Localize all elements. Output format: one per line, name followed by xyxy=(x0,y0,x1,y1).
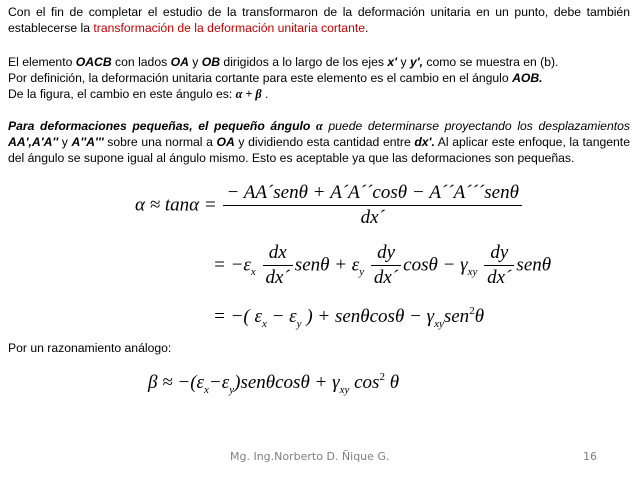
text: Por un razonamiento análogo: xyxy=(8,341,172,355)
text: Por definición, la deformación unitaria cortante para este elemento es el cambio en el ángulo xyxy=(8,71,513,85)
axis-x: x' xyxy=(387,55,398,69)
eq-term: θ xyxy=(474,306,485,327)
equation-beta xyxy=(148,372,399,394)
equation-expanded xyxy=(213,241,551,290)
eq-fraction xyxy=(484,241,514,290)
text: como se muestra en (b). xyxy=(423,55,559,69)
eq-fraction xyxy=(263,241,293,290)
eq-numerator: dy xyxy=(371,241,401,266)
eq-denominator: dx´ xyxy=(373,267,399,288)
eq-subscript: y xyxy=(229,384,235,396)
eq-subscript: xy xyxy=(339,384,350,396)
eq-superscript: 2 xyxy=(379,371,385,383)
highlighted-term: transformación de la deformación unitaria cortante xyxy=(93,21,366,35)
side-oa: OA xyxy=(170,55,189,69)
eq-fraction xyxy=(223,181,521,230)
side-oa: OA xyxy=(216,135,235,149)
alpha-plus-beta: α + β xyxy=(235,87,262,101)
eq-lhs: α ≈ tanα = xyxy=(135,194,217,216)
equation-alpha xyxy=(135,181,524,230)
eq-term: = −( ε xyxy=(213,306,262,327)
eq-subscript: xy xyxy=(467,265,478,278)
eq-subscript: y xyxy=(296,318,302,330)
eq-fraction xyxy=(371,241,401,290)
axis-y: y', xyxy=(409,55,423,69)
eq-numerator: dy xyxy=(484,241,514,266)
eq-term: cos xyxy=(349,372,380,393)
eq-numerator: dx xyxy=(263,241,293,266)
eq-denominator: dx´ xyxy=(360,207,385,228)
side-ob: OB xyxy=(201,55,221,69)
intro-text: Con el fin de completar el estudio de la transformaron de la deformación unitaria en un punto, debe también establecerse la xyxy=(8,5,630,35)
eq-subscript: x xyxy=(261,318,267,330)
angle-aob: AOB. xyxy=(512,71,543,85)
footer-author: Mg. Ing.Norberto D. Ñique G. xyxy=(230,450,390,463)
text: sobre una normal a xyxy=(103,135,217,149)
text: puede determinarse proyectando los desplazamientos xyxy=(322,119,630,133)
intro-paragraph xyxy=(8,4,630,36)
text: De la figura, el cambio en este ángulo es: xyxy=(8,87,236,101)
text: El elemento xyxy=(8,55,76,69)
eq-term: −ε xyxy=(208,372,230,393)
text: Para deformaciones pequeñas, el pequeño ángulo xyxy=(8,119,316,133)
eq-subscript: x xyxy=(204,384,209,396)
alpha-symbol: α xyxy=(316,119,323,133)
displacements: AA',A'A'' xyxy=(8,135,59,149)
eq-subscript: xy xyxy=(434,318,444,330)
text: y xyxy=(188,55,202,69)
text: y xyxy=(58,135,72,149)
eq-subscript: x xyxy=(250,265,256,278)
text: y dividiendo esta cantidad entre xyxy=(234,135,415,149)
element-line-1 xyxy=(8,54,630,70)
eq-term: − ε xyxy=(266,306,297,327)
eq-denominator: dx´ xyxy=(487,267,512,288)
text: Al aplicar este enfoque, la tangente del ángulo se supone igual al ángulo mismo. Esto es aceptable ya que las deformaciones son pequeñas. xyxy=(8,135,630,165)
eq-superscript: 2 xyxy=(469,305,475,317)
analogous-label xyxy=(8,340,630,356)
eq-term: cosθ − γ xyxy=(403,254,468,276)
eq-denominator: dx´ xyxy=(265,267,290,288)
eq-numerator: − AA´senθ + A´A´´cosθ − A´´A´´´senθ xyxy=(223,181,521,206)
element-line-2 xyxy=(8,70,630,86)
element-name: OACB xyxy=(75,55,112,69)
eq-term: β ≈ −(ε xyxy=(148,372,205,393)
equation-simplified xyxy=(213,306,484,328)
displacement: A''A''' xyxy=(71,135,104,149)
eq-term: θ xyxy=(384,372,400,393)
eq-term: ) + senθcosθ − γ xyxy=(301,306,435,327)
page-number: 16 xyxy=(583,450,597,463)
eq-term: )senθcosθ + γ xyxy=(234,372,340,393)
eq-term: senθ + ε xyxy=(294,254,360,276)
eq-subscript: y xyxy=(359,265,365,278)
dx-prime: dx'. xyxy=(414,135,435,149)
eq-term: senθ xyxy=(516,254,552,276)
element-line-3 xyxy=(8,86,630,102)
intro-period: . xyxy=(365,21,369,35)
text: dirigidos a lo largo de los ejes xyxy=(220,55,388,69)
text: y xyxy=(397,55,410,69)
element-paragraph xyxy=(8,54,630,102)
eq-term: = −ε xyxy=(213,254,251,276)
eq-term: sen xyxy=(443,306,470,327)
text: . xyxy=(261,87,269,101)
small-deformations-paragraph xyxy=(8,118,630,166)
text: con lados xyxy=(111,55,171,69)
